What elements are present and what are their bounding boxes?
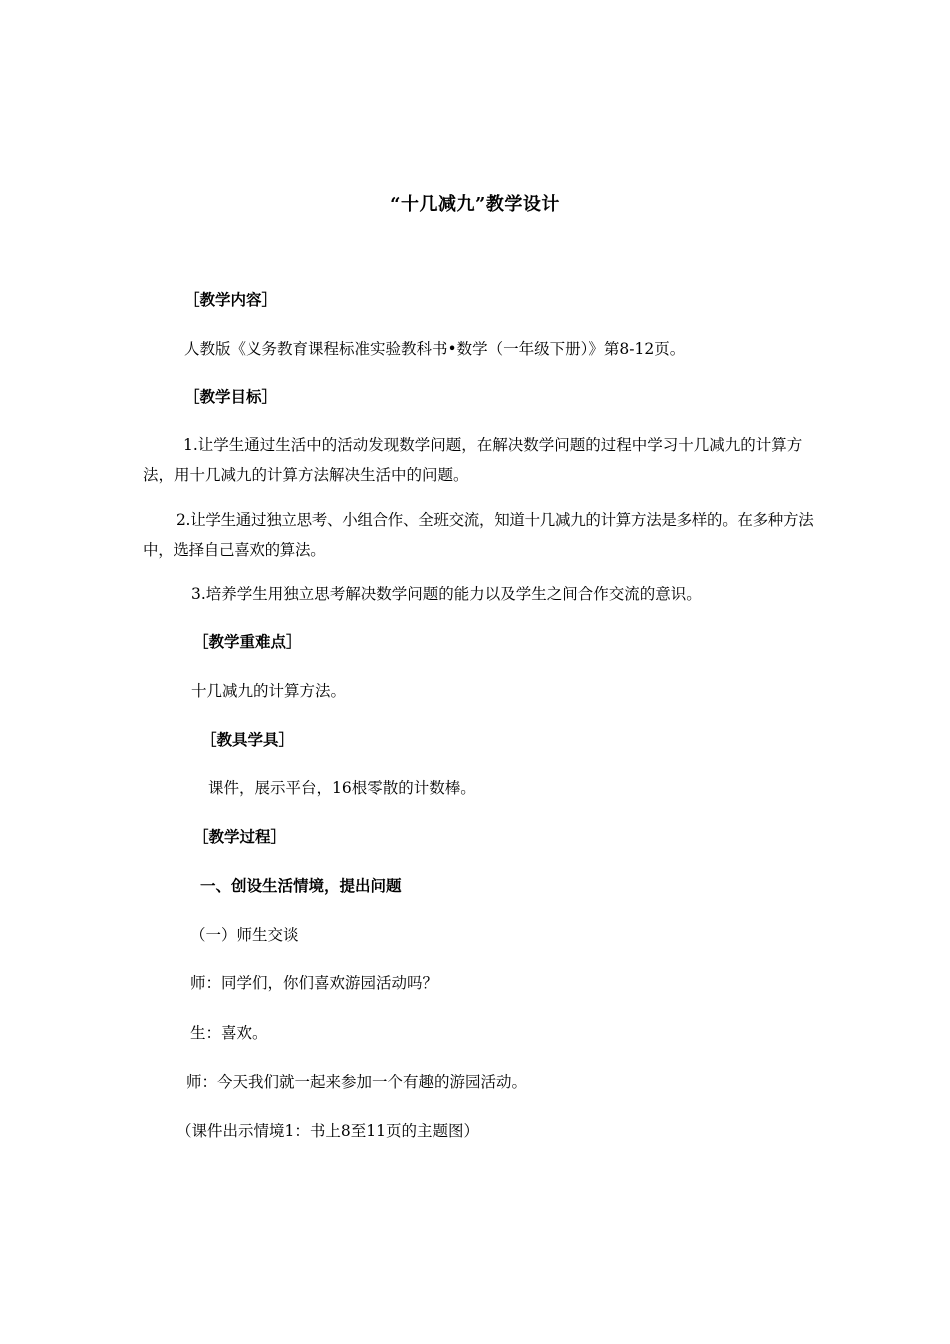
content-text: 人教版《义务教育课程标准实验教科书•数学（一年级下册）》第8-12页。 (184, 340, 686, 358)
dialog-line-2: 生：喜欢。 (190, 1024, 268, 1042)
goal-item-2: 2.让学生通过独立思考、小组合作、全班交流，知道十几减九的计算方法是多样的。在多种方法中，选择自己喜欢的算法。 (143, 511, 814, 559)
section-heading-content: ［教学内容］ (184, 290, 278, 309)
step-1-subheading: （一）师生交谈 (190, 926, 299, 944)
section-heading-process: ［教学过程］ (193, 827, 287, 846)
document-title: “十几减九”教学设计 (390, 194, 560, 215)
section-heading-keypoints: ［教学重难点］ (193, 632, 302, 651)
step-heading-1: 一、创设生活情境，提出问题 (200, 876, 402, 895)
courseware-note: （课件出示情境1：书上8至11页的主题图） (176, 1122, 479, 1140)
goal-item-3: 3.培养学生用独立思考解决数学问题的能力以及学生之间合作交流的意识。 (191, 585, 702, 603)
dialog-line-1: 师：同学们，你们喜欢游园活动吗？ (190, 974, 439, 992)
dialog-line-3: 师：今天我们就一起来参加一个有趣的游园活动。 (186, 1073, 528, 1091)
goal-item-1: 1.让学生通过生活中的活动发现数学问题，在解决数学问题的过程中学习十几减九的计算方法，用十几减九的计算方法解决生活中的问题。 (143, 436, 803, 484)
section-heading-goals: ［教学目标］ (184, 387, 278, 406)
tools-text: 课件，展示平台，16根零散的计数棒。 (208, 779, 476, 797)
section-heading-tools: ［教具学具］ (201, 730, 295, 749)
keypoints-text: 十几减九的计算方法。 (191, 682, 347, 700)
